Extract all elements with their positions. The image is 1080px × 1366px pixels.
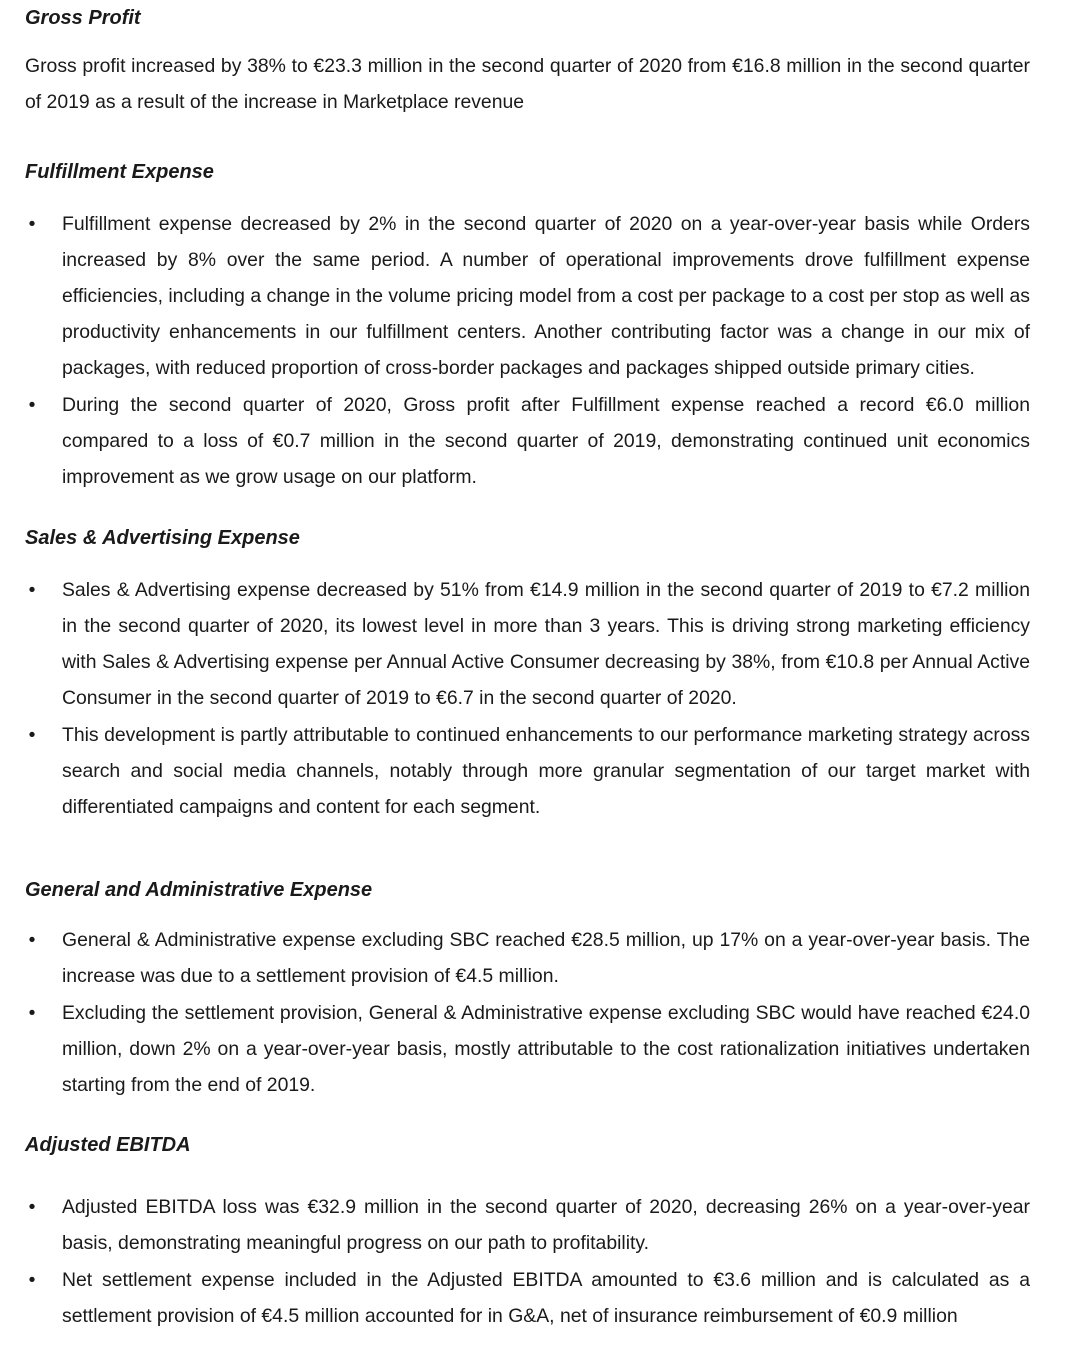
bullet-text: Net settlement expense included in the Adjusted EBITDA amounted to €3.6 million and is calculated as a settlement provision of €4.5 million accounted for in G&A, net of insurance reimbursement of €0.9 million bbox=[62, 1269, 1030, 1327]
section-heading-adjusted-ebitda: Adjusted EBITDA bbox=[25, 1134, 191, 1156]
sales-advertising-bullet-list bbox=[25, 572, 1030, 825]
bullet-text: Sales & Advertising expense decreased by 51% from €14.9 million in the second quarter of 2019 to €7.2 million in the second quarter of 2020, its lowest level in more than 3 years. This is driving strong marketing efficiency with Sales & Advertising expense per Annual Active Consumer decreasing by 38%, from €10.8 per Annual Active Consumer in the second quarter of 2019 to €6.7 in the second quarter of 2020. bbox=[62, 579, 1030, 709]
bullet-text: General & Administrative expense excluding SBC reached €28.5 million, up 17% on a year-over-year basis. The increase was due to a settlement provision of €4.5 million. bbox=[62, 929, 1030, 987]
section-heading-sales-advertising-expense: Sales & Advertising Expense bbox=[25, 527, 300, 549]
gross-profit-paragraph: Gross profit increased by 38% to €23.3 million in the second quarter of 2020 from €16.8 million in the second quarter of 2019 as a result of the increase in Marketplace revenue bbox=[25, 55, 1030, 113]
section-heading-gross-profit: Gross Profit bbox=[25, 7, 141, 29]
bullet-icon: • bbox=[28, 394, 36, 416]
bullet-text: During the second quarter of 2020, Gross profit after Fulfillment expense reached a record €6.0 million compared to a loss of €0.7 million in the second quarter of 2019, demonstrating continued unit economics improvement as we grow usage on our platform. bbox=[62, 394, 1030, 488]
list-item bbox=[25, 206, 1030, 386]
bullet-icon: • bbox=[28, 1002, 36, 1024]
list-item bbox=[25, 387, 1030, 495]
bullet-icon: • bbox=[28, 579, 36, 601]
section-heading-general-administrative-expense: General and Administrative Expense bbox=[25, 879, 373, 901]
bullet-text: This development is partly attributable to continued enhancements to our performance marketing strategy across search and social media channels, notably through more granular segmentation of our target market with differentiated campaigns and content for each segment. bbox=[62, 724, 1030, 818]
fulfillment-bullet-list bbox=[25, 206, 1030, 495]
list-item bbox=[25, 572, 1030, 716]
adjusted-ebitda-bullet-list bbox=[25, 1189, 1030, 1334]
section-heading-fulfillment-expense: Fulfillment Expense bbox=[25, 161, 214, 183]
general-administrative-bullet-list bbox=[25, 922, 1030, 1103]
bullet-text: Excluding the settlement provision, General & Administrative expense excluding SBC would have reached €24.0 million, down 2% on a year-over-year basis, mostly attributable to the cost rationalization initiatives undertaken starting from the end of 2019. bbox=[62, 1002, 1030, 1096]
bullet-text: Adjusted EBITDA loss was €32.9 million in the second quarter of 2020, decreasing 26% on a year-over-year basis, demonstrating meaningful progress on our path to profitability. bbox=[62, 1196, 1030, 1254]
list-item bbox=[25, 717, 1030, 825]
list-item bbox=[25, 1189, 1030, 1261]
list-item bbox=[25, 922, 1030, 994]
bullet-icon: • bbox=[28, 1269, 36, 1291]
bullet-text: Fulfillment expense decreased by 2% in the second quarter of 2020 on a year-over-year basis while Orders increased by 8% over the same period. A number of operational improvements drove fulfillment expense efficiencies, including a change in the volume pricing model from a cost per package to a cost per stop as well as productivity enhancements in our fulfillment centers. Another contributing factor was a change in our mix of packages, with reduced proportion of cross-border packages and packages shipped outside primary cities. bbox=[62, 213, 1030, 379]
list-item bbox=[25, 1262, 1030, 1334]
bullet-icon: • bbox=[28, 1196, 36, 1218]
document-page bbox=[25, 0, 1030, 1335]
bullet-icon: • bbox=[28, 213, 36, 235]
bullet-icon: • bbox=[28, 929, 36, 951]
list-item bbox=[25, 995, 1030, 1103]
bullet-icon: • bbox=[28, 724, 36, 746]
